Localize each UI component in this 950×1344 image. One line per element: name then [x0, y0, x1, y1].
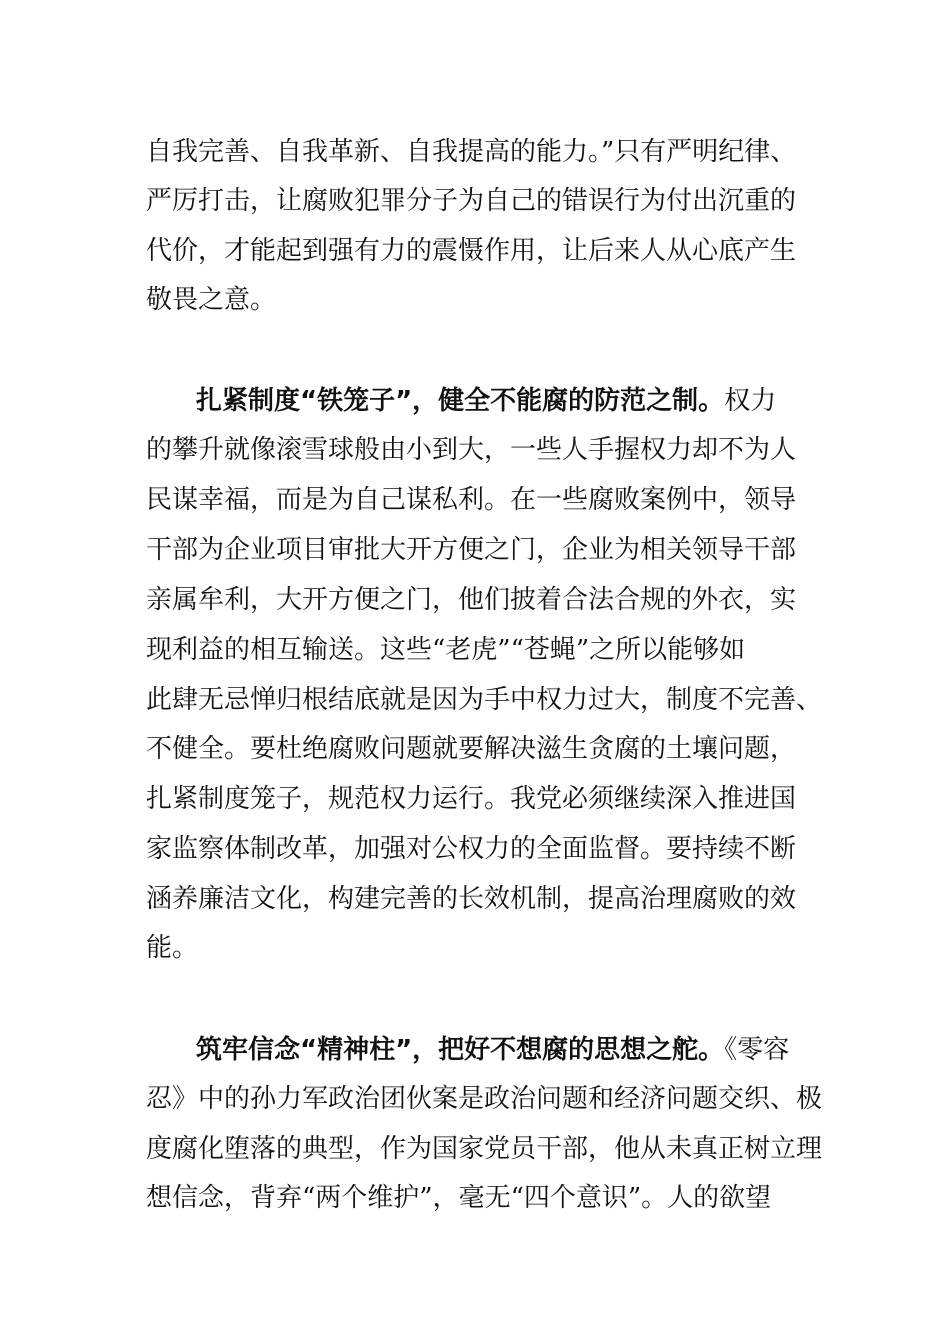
paragraph-3-heading: 筑牢信念“精神柱”，把好不想腐的思想之舵。 — [196, 1035, 725, 1065]
paragraph-2-line: 不健全。要杜绝腐败问题就要解决滋生贪腐的土壤问题， — [146, 734, 797, 764]
paragraph-2-line: 能。 — [146, 933, 199, 963]
paragraph-3-line: 想信念，背弃“两个维护”，毫无“四个意识”。人的欲望 — [146, 1183, 772, 1213]
paragraph-2-line: 民谋幸福，而是为自己谋私利。在一些腐败案例中，领导 — [146, 485, 797, 515]
paragraph-2-first-line — [196, 385, 776, 417]
paragraph-2-line: 此肆无忌惮归根结底就是因为手中权力过大，制度不完善、 — [146, 685, 823, 715]
paragraph-2-line: 家监察体制改革，加强对公权力的全面监督。要持续不断 — [146, 834, 797, 864]
paragraph-2-first-line-text: 权力 — [724, 386, 777, 416]
paragraph-2-line: 涵养廉洁文化，构建完善的长效机制，提高治理腐败的效 — [146, 884, 797, 914]
paragraph-2-line: 的攀升就像滚雪球般由小到大，一些人手握权力却不为人 — [146, 435, 797, 465]
paragraph-3-first-line — [196, 1034, 789, 1066]
paragraph-2-heading: 扎紧制度“铁笼子”，健全不能腐的防范之制。 — [196, 386, 725, 416]
paragraph-3-line: 度腐化堕落的典型，作为国家党员干部，他从未真正树立理 — [146, 1134, 823, 1164]
paragraph-1-line: 敬畏之意。 — [146, 285, 277, 315]
paragraph-1-line: 自我完善、自我革新、自我提高的能力。”只有严明纪律、 — [146, 137, 797, 167]
paragraph-2-line: 扎紧制度笼子，规范权力运行。我党必须继续深入推进国 — [146, 784, 797, 814]
paragraph-3-line: 忍》中的孙力军政治团伙案是政治问题和经济问题交织、极 — [146, 1084, 823, 1114]
paragraph-3-first-line-text: 《零容 — [724, 1035, 790, 1065]
paragraph-1-line: 严厉打击，让腐败犯罪分子为自己的错误行为付出沉重的 — [146, 186, 797, 216]
paragraph-2-line: 干部为企业项目审批大开方便之门，企业为相关领导干部 — [146, 535, 797, 565]
paragraph-1-line: 代价，才能起到强有力的震慑作用，让后来人从心底产生 — [146, 236, 797, 266]
paragraph-2-line: 亲属牟利，大开方便之门，他们披着合法合规的外衣，实 — [146, 585, 797, 615]
paragraph-2-line: 现利益的相互输送。这些“老虎”“苍蝇”之所以能够如 — [146, 635, 746, 665]
